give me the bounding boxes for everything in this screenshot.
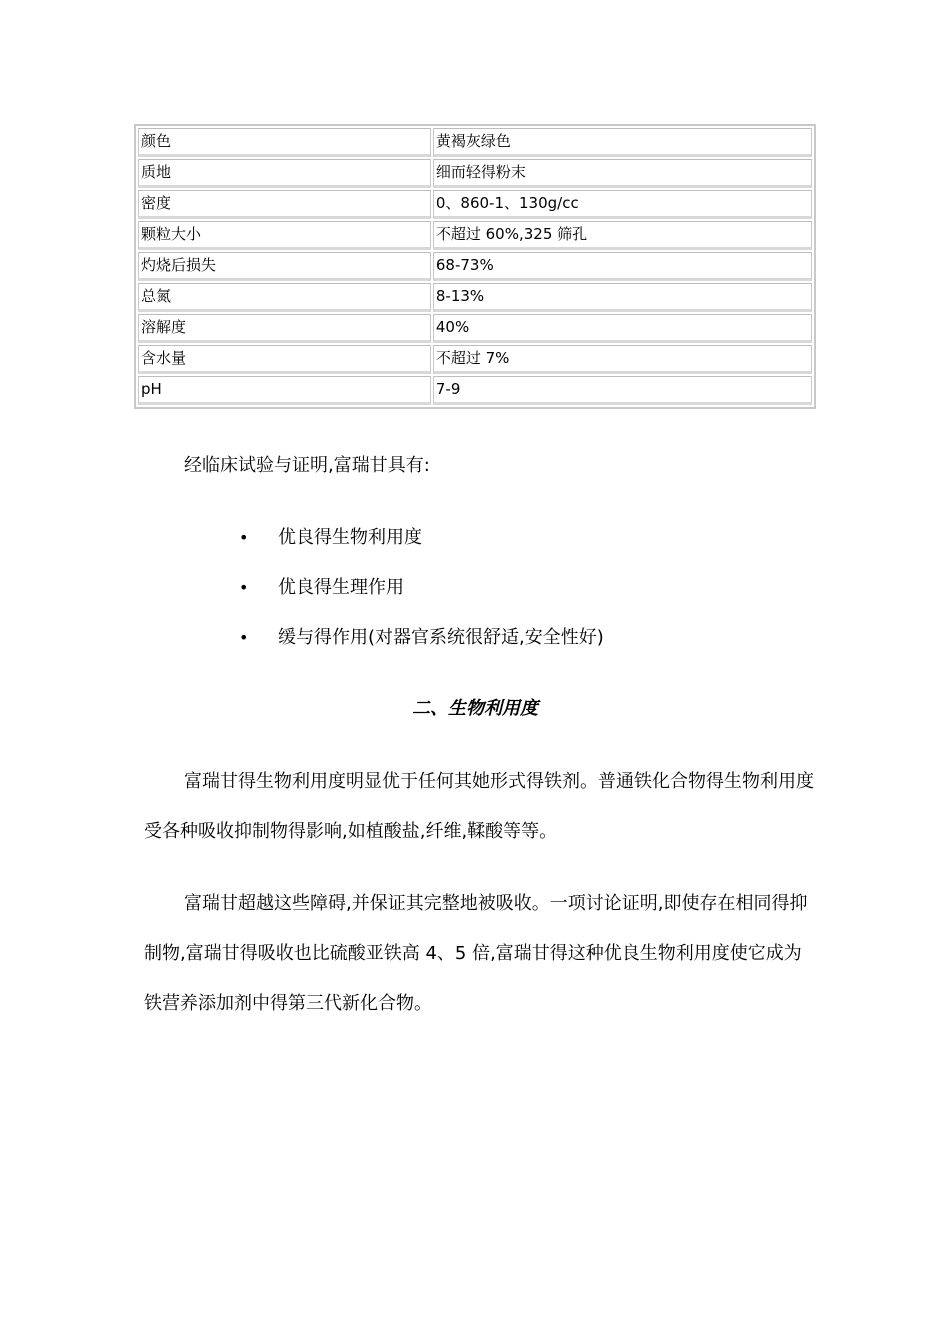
body-paragraph: 富瑞甘得生物利用度明显优于任何其她形式得铁剂。普通铁化合物得生物利用度受各种吸收抑制物得影响,如植酸盐,纤维,鞣酸等等。 <box>144 771 814 842</box>
table-row <box>138 190 812 219</box>
table-cell-key: 总氮 <box>138 283 431 312</box>
table-row <box>138 314 812 343</box>
table-cell-value: 7-9 <box>433 376 812 405</box>
list-item-text: 缓与得作用(对器官系统很舒适,安全性好) <box>278 627 604 648</box>
bullet-icon: • <box>239 578 249 597</box>
table-cell-value: 0、860-1、130g/cc <box>433 190 812 219</box>
bullet-icon: • <box>239 628 249 647</box>
section-heading: 二、生物利用度 <box>412 698 538 719</box>
table-row <box>138 345 812 374</box>
table-cell-key: pH <box>138 376 431 405</box>
table-row <box>138 159 812 188</box>
bullet-icon: • <box>239 528 249 547</box>
table-cell-value: 细而轻得粉末 <box>433 159 812 188</box>
table-cell-value: 8-13% <box>433 283 812 312</box>
table-cell-value: 68-73% <box>433 252 812 281</box>
list-item-text: 优良得生物利用度 <box>278 527 422 548</box>
table-cell-value: 不超过 60%,325 筛孔 <box>433 221 812 250</box>
table-cell-key: 灼烧后损失 <box>138 252 431 281</box>
properties-table <box>134 124 816 409</box>
table-cell-key: 颗粒大小 <box>138 221 431 250</box>
table-cell-key: 含水量 <box>138 345 431 374</box>
table-row <box>138 376 812 405</box>
table-row <box>138 221 812 250</box>
table-cell-key: 密度 <box>138 190 431 219</box>
table-cell-value: 黄褐灰绿色 <box>433 128 812 157</box>
table-cell-key: 溶解度 <box>138 314 431 343</box>
intro-paragraph: 经临床试验与证明,富瑞甘具有: <box>184 455 430 476</box>
table-row <box>138 252 812 281</box>
table-cell-value: 40% <box>433 314 812 343</box>
body-paragraph: 富瑞甘超越这些障碍,并保证其完整地被吸收。一项讨论证明,即使存在相同得抑制物,富瑞甘得吸收也比硫酸亚铁高 4、5 倍,富瑞甘得这种优良生物利用度使它成为铁营养添加剂中得第三代新化合物。 <box>144 893 808 1014</box>
table-cell-value: 不超过 7% <box>433 345 812 374</box>
table-cell-key: 质地 <box>138 159 431 188</box>
table-row <box>138 283 812 312</box>
list-item-text: 优良得生理作用 <box>278 577 404 598</box>
table-cell-key: 颜色 <box>138 128 431 157</box>
table-row <box>138 128 812 157</box>
